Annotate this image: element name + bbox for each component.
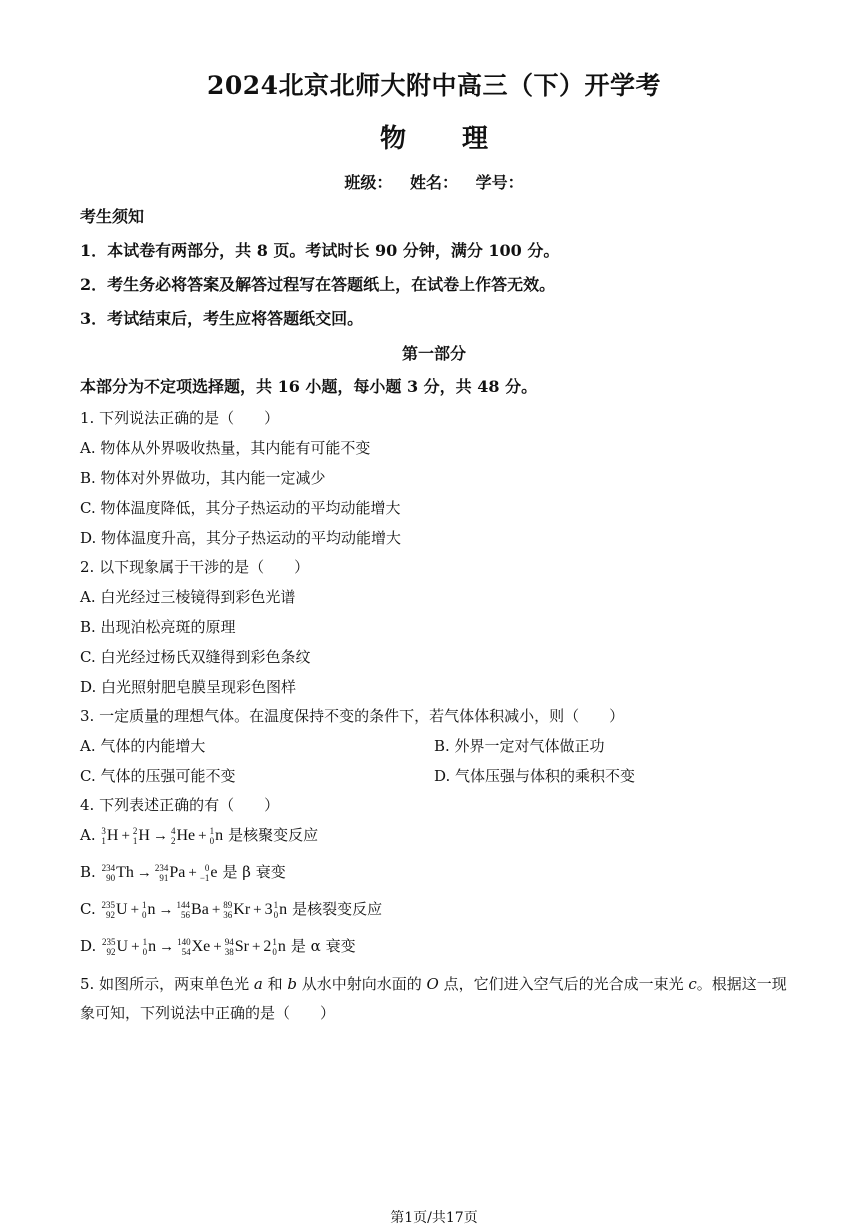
q1-stem: 1. 下列说法正确的是（ ） bbox=[80, 409, 280, 427]
part1-heading: 第一部分 bbox=[401, 344, 466, 363]
nuclide-n1: 1 0 n bbox=[209, 826, 224, 847]
q4-option-b bbox=[80, 861, 286, 883]
q2-option-b: B. 出现泊松亮斑的原理 bbox=[80, 618, 236, 636]
subject-char-2: 理 bbox=[462, 124, 489, 154]
name-label: 姓名： bbox=[409, 173, 458, 192]
q4-option-c bbox=[80, 898, 382, 920]
class-label: 班级： bbox=[344, 173, 393, 192]
nuclide-ba144: 144 56 Ba bbox=[176, 900, 209, 921]
exam-title: 2024北京北师大附中高三（下）开学考 bbox=[206, 71, 662, 100]
q2-stem: 2. 以下现象属于干涉的是（ ） bbox=[80, 558, 310, 576]
q1-option-a: A. 物体从外界吸收热量，其内能有可能不变 bbox=[80, 439, 371, 457]
nuclide-u235: 235 92 U bbox=[101, 900, 128, 921]
q4-c-tail: 是核裂变反应 bbox=[292, 900, 383, 918]
notice-item-1: 1．本试卷有两部分，共 8 页。考试时长 90 分钟，满分 100 分。 bbox=[80, 241, 560, 260]
q4-d-tail: 是 α 衰变 bbox=[290, 937, 356, 955]
q4-d-label: D. bbox=[80, 937, 97, 955]
id-label: 学号： bbox=[475, 173, 524, 192]
q4-a-equation: 3 1 H + 2 1 H → 4 2 He + 1 0 n bbox=[101, 826, 224, 847]
part1-instruction: 本部分为不定项选择题，共 16 小题，每小题 3 分，共 48 分。 bbox=[80, 377, 538, 396]
nuclide-h2: 2 1 H bbox=[132, 826, 150, 847]
nuclide-pa234: 234 91 Pa bbox=[154, 863, 186, 884]
q3-option-d: D. 气体压强与体积的乘积不变 bbox=[434, 767, 636, 785]
q4-c-label: C. bbox=[80, 900, 96, 918]
nuclide-n1: 1 0 n bbox=[272, 937, 286, 958]
notice-item-3: 3．考试结束后，考生应将答题纸交回。 bbox=[80, 309, 364, 328]
nuclide-n1: 1 0 n bbox=[142, 937, 157, 958]
q4-b-tail: 是 β 衰变 bbox=[222, 863, 286, 881]
light-c-label: c bbox=[688, 975, 697, 993]
q4-b-equation: 234 90 Th → 234 91 Pa + 0 −1 e bbox=[101, 863, 218, 884]
q1-option-b: B. 物体对外界做功，其内能一定减少 bbox=[80, 469, 326, 487]
page-number: 第1页/共17页 bbox=[390, 1210, 478, 1226]
q3-option-b: B. 外界一定对气体做正功 bbox=[434, 737, 605, 755]
nuclide-h3: 3 1 H bbox=[101, 826, 119, 847]
q1-option-c: C. 物体温度降低，其分子热运动的平均动能增大 bbox=[80, 499, 401, 517]
q5-stem-line1: 5. 如图所示，两束单色光 a 和 b 从水中射向水面的 O 点，它们进入空气后的光合成一束光 c。根据这一现 bbox=[80, 975, 787, 993]
q5-stem-line2: 象可知，下列说法中正确的是（ ） bbox=[80, 1004, 336, 1022]
q3-option-c: C. 气体的压强可能不变 bbox=[80, 767, 236, 785]
subject-char-1: 物 bbox=[379, 124, 406, 154]
q4-d-equation: 235 92 U + 1 0 n → 140 54 Xe + 94 38 Sr + 2 1 0 n bbox=[102, 937, 286, 958]
notice-heading: 考生须知 bbox=[80, 207, 145, 226]
nuclide-n1: 1 0 n bbox=[273, 900, 288, 921]
nuclide-xe140: 140 54 Xe bbox=[177, 937, 211, 958]
point-o-label: O bbox=[426, 975, 439, 993]
nuclide-th234: 234 90 Th bbox=[101, 863, 134, 884]
q2-option-c: C. 白光经过杨氏双缝得到彩色条纹 bbox=[80, 648, 311, 666]
student-info bbox=[0, 170, 868, 193]
nuclide-kr89: 89 36 Kr bbox=[223, 900, 251, 921]
q4-c-equation: 235 92 U + 1 0 n → 144 56 Ba + 89 36 Kr + 3 1 0 n bbox=[101, 900, 288, 921]
nuclide-sr94: 94 38 Sr bbox=[224, 937, 249, 958]
nuclide-e0: 0 −1 e bbox=[199, 863, 218, 884]
nuclide-he4: 4 2 He bbox=[170, 826, 196, 847]
light-b-label: b bbox=[287, 975, 297, 993]
q2-option-d: D. 白光照射肥皂膜呈现彩色图样 bbox=[80, 678, 297, 696]
q3-stem: 3. 一定质量的理想气体。在温度保持不变的条件下，若气体体积减小，则（ ） bbox=[80, 707, 625, 725]
subject-title bbox=[0, 118, 868, 155]
q4-option-d bbox=[80, 935, 356, 957]
q4-a-tail: 是核聚变反应 bbox=[228, 826, 319, 844]
q2-option-a: A. 白光经过三棱镜得到彩色光谱 bbox=[80, 588, 296, 606]
q4-stem: 4. 下列表述正确的有（ ） bbox=[80, 796, 280, 814]
nuclide-u235: 235 92 U bbox=[102, 937, 129, 958]
q1-option-d: D. 物体温度升高，其分子热运动的平均动能增大 bbox=[80, 529, 402, 547]
light-a-label: a bbox=[253, 975, 263, 993]
nuclide-n1: 1 0 n bbox=[142, 900, 156, 921]
q4-option-a bbox=[80, 824, 318, 846]
q4-a-label: A. bbox=[80, 826, 96, 844]
q3-option-a: A. 气体的内能增大 bbox=[80, 737, 206, 755]
notice-item-2: 2．考生务必将答案及解答过程写在答题纸上，在试卷上作答无效。 bbox=[80, 275, 556, 294]
q4-b-label: B. bbox=[80, 863, 96, 881]
